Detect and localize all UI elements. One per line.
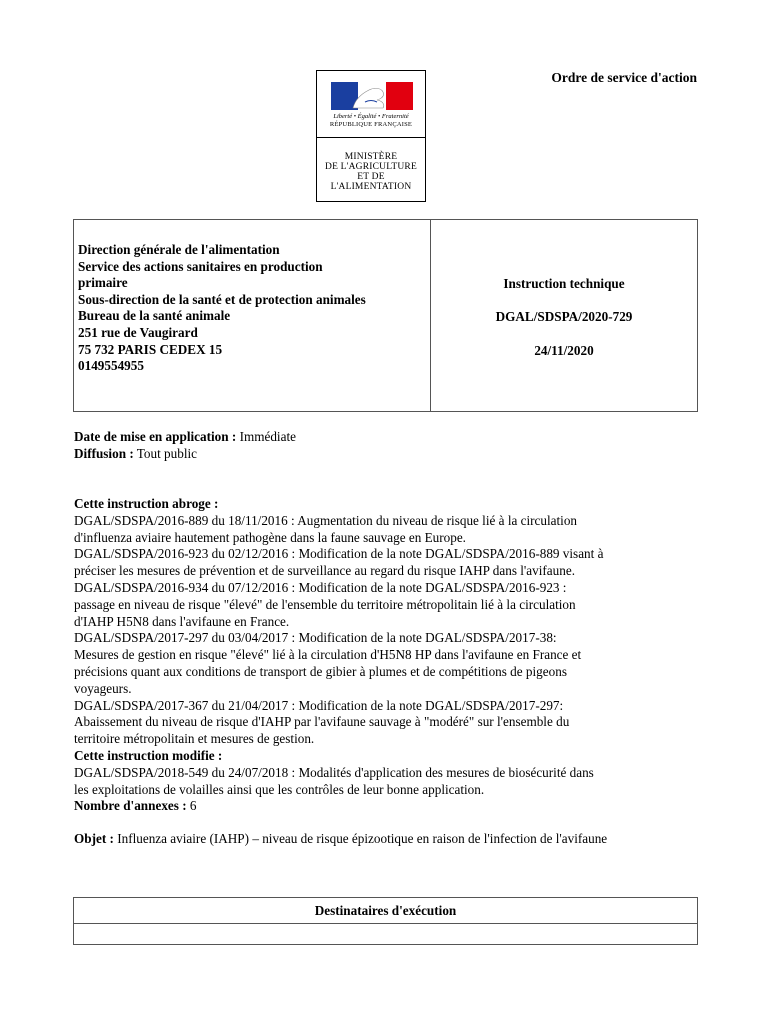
sender-line: primaire [78, 275, 128, 291]
annexes-count: Nombre d'annexes : 6 [74, 798, 197, 814]
destinataires-table [73, 897, 698, 945]
abroge-line: d'IAHP H5N8 dans l'avifaune en France. [74, 613, 290, 629]
abroge-line: précisions quant aux conditions de transport de gibier à plumes et de compétitions de pigeons [74, 663, 567, 679]
abroge-line: voyageurs. [74, 680, 132, 696]
abroge-line: d'influenza aviaire hautement pathogène dans la faune sauvage en Europe. [74, 529, 466, 545]
application-date: Date de mise en application : Immédiate [74, 429, 296, 444]
abroge-line: DGAL/SDSPA/2017-297 du 03/04/2017 : Modification de la note DGAL/SDSPA/2017-38: [74, 630, 557, 646]
sender-line: Direction générale de l'alimentation [78, 242, 280, 257]
sender-line: 75 732 PARIS CEDEX 15 [78, 341, 223, 357]
ministry-logo [316, 70, 426, 202]
destinataires-empty-row [74, 923, 697, 924]
marianne-flag-icon [331, 82, 413, 110]
header-table [73, 219, 698, 412]
abroge-line: passage en niveau de risque "élevé" de l'ensemble du territoire métropolitain lié à la circulation [74, 596, 576, 612]
abroge-line: Mesures de gestion en risque "élevé" lié à la circulation d'H5N8 HP dans l'avifaune en France et [74, 647, 582, 663]
sender-line: 251 rue de Vaugirard [78, 324, 198, 340]
modifie-line: DGAL/SDSPA/2018-549 du 24/07/2018 : Modalités d'application des mesures de biosécurité dans [74, 764, 594, 780]
logo-republic: RÉPUBLIQUE FRANÇAISE [329, 121, 413, 128]
sender-line: Service des actions sanitaires en production [78, 258, 323, 274]
modifie-line: les exploitations de volailles ainsi que les contrôles de leur bonne application. [74, 781, 485, 797]
objet-label: Objet : [74, 831, 114, 846]
abroge-line: territoire métropolitain et mesures de gestion. [74, 731, 315, 747]
modifie-label: Cette instruction modifie : [74, 747, 223, 763]
sender-line: 0149554955 [78, 358, 144, 374]
abroge-line: DGAL/SDSPA/2016-889 du 18/11/2016 : Augmentation du niveau de risque lié à la circulation [74, 512, 578, 528]
objet-value: Influenza aviaire (IAHP) – niveau de risque épizootique en raison de l'infection de l'avifaune [113, 831, 608, 846]
abroge-line: Abaissement du niveau de risque d'IAHP par l'avifaune sauvage à "modéré" sur l'ensemble du [74, 714, 570, 730]
destinataires-title: Destinataires d'exécution [314, 903, 457, 918]
abroge-line: DGAL/SDSPA/2016-934 du 07/12/2016 : Modification de la note DGAL/SDSPA/2016-923 : [74, 579, 567, 595]
sender-line: Sous-direction de la santé et de protection animales [78, 291, 366, 307]
order-label: Ordre de service d'action [551, 70, 697, 85]
instruction-reference: DGAL/SDSPA/2020-729 [495, 309, 633, 324]
sender-block [78, 242, 366, 375]
diffusion: Diffusion : Tout public [74, 445, 198, 461]
abroge-section [74, 496, 698, 815]
logo-ministry: MINISTÈRE DE L'AGRICULTURE ET DE L'ALIMENTATION [325, 152, 417, 192]
instruction-date: 24/11/2020 [534, 343, 594, 358]
logo-motto: Liberté • Égalité • Fraternité [333, 113, 409, 120]
abroge-line: préciser les mesures de prévention et de surveillance au regard du risque IAHP dans l'avifaune. [74, 563, 575, 579]
abroge-label: Cette instruction abroge : [74, 496, 219, 511]
sender-line: Bureau de la santé animale [78, 308, 231, 324]
application-info [74, 429, 698, 463]
abroge-line: DGAL/SDSPA/2017-367 du 21/04/2017 : Modification de la note DGAL/SDSPA/2017-297: [74, 697, 564, 713]
instruction-type: Instruction technique [503, 276, 625, 291]
objet [74, 830, 698, 847]
abroge-line: DGAL/SDSPA/2016-923 du 02/12/2016 : Modification de la note DGAL/SDSPA/2016-889 visant à [74, 546, 604, 562]
logo-divider [317, 137, 425, 138]
